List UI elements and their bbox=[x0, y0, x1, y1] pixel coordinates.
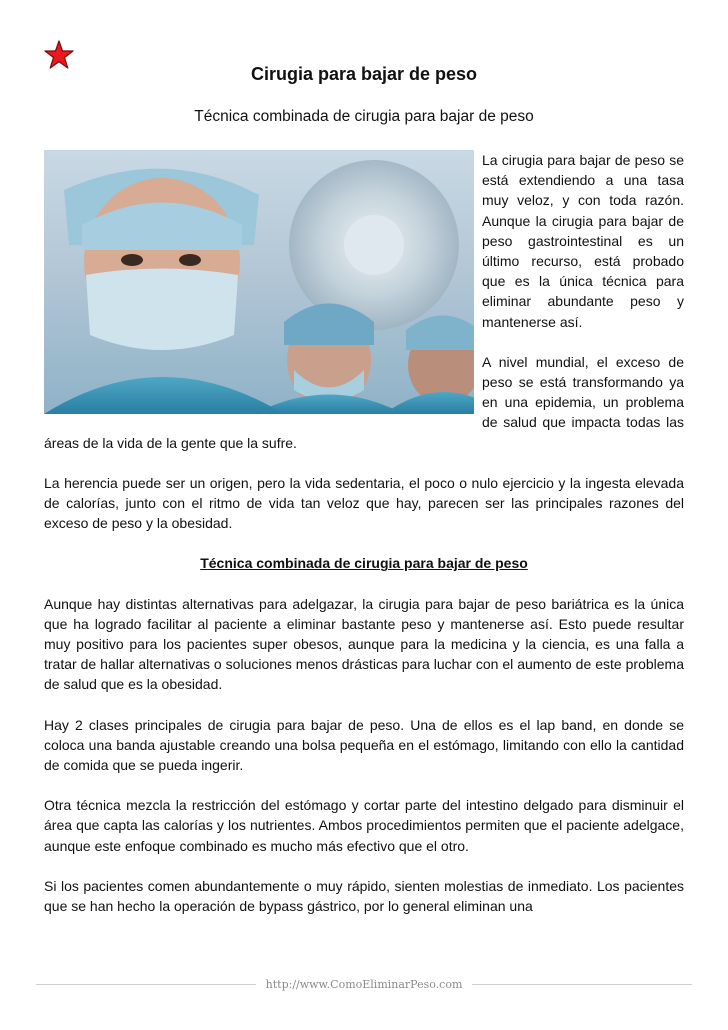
paragraph-patients: Si los pacientes comen abundantemente o muy rápido, sienten molestias de inmediato. Los pacientes que se han hecho la operación de bypass gástrico, por lo general eliminan una bbox=[44, 877, 684, 915]
paragraph-epidemic: A nivel mundial, el exceso de peso se está transformando ya en una epidemia, un problema de salud que impacta todas las áreas de la vida de la gente que la sufre. bbox=[44, 353, 684, 451]
paragraph-combined-technique: Otra técnica mezcla la restricción del estómago y cortar parte del intestino delgado para disminuir el área que capta las calorías y los nutrientes. Ambos procedimientos permiten que el paciente adelgace, aunque este enfoque combinado es mucho más efectivo que el otro. bbox=[44, 797, 684, 854]
footer bbox=[36, 978, 692, 991]
surgeons-illustration bbox=[44, 150, 474, 414]
footer-divider-right bbox=[472, 984, 692, 985]
article-body bbox=[44, 150, 684, 936]
paragraph-intro: La cirugia para bajar de peso se está extendiendo a una tasa muy veloz, y con toda razón. Aunque la cirugia para bajar de peso gastrointestinal es un último recurso, está probado que es la única técnica para eliminar abundante peso y mantenerse así. bbox=[482, 152, 684, 330]
page-title: Cirugia para bajar de peso bbox=[250, 64, 478, 84]
footer-url[interactable]: http://www.ComoEliminarPeso.com bbox=[265, 978, 463, 991]
footer-divider-left bbox=[36, 984, 256, 985]
surgeons-photo bbox=[44, 150, 474, 414]
section-title: Técnica combinada de cirugia para bajar de peso bbox=[200, 555, 528, 572]
paragraph-causes: La herencia puede ser un origen, pero la vida sedentaria, el poco o nulo ejercicio y la ingesta elevada de calorías, junto con el ritmo de vida tan veloz que hay, parecen ser las principales razones del exceso de peso y la obesidad. bbox=[44, 474, 684, 532]
page-subtitle: Técnica combinada de cirugia para bajar de peso bbox=[194, 108, 534, 125]
paragraph-alternatives: Aunque hay distintas alternativas para adelgazar, la cirugia para bajar de peso bariátrica es la única que ha logrado facilitar al paciente a eliminar bastante peso y mantenerse así. Esto puede resultar muy positivo para los pacientes super obesos, aunque para la medicina y la ciencia, es una falla a tratar de hallar alternativas o soluciones menos drásticas para luchar con el aumento de este problema de salud que es la obesidad. bbox=[44, 595, 684, 693]
paragraph-lap-band: Hay 2 clases principales de cirugia para bajar de peso. Una de ellos es el lap band, en donde se coloca una banda ajustable creando una bolsa pequeña en el estómago, limitando con ello la cantidad de comida que se pueda ingerir. bbox=[44, 716, 684, 774]
